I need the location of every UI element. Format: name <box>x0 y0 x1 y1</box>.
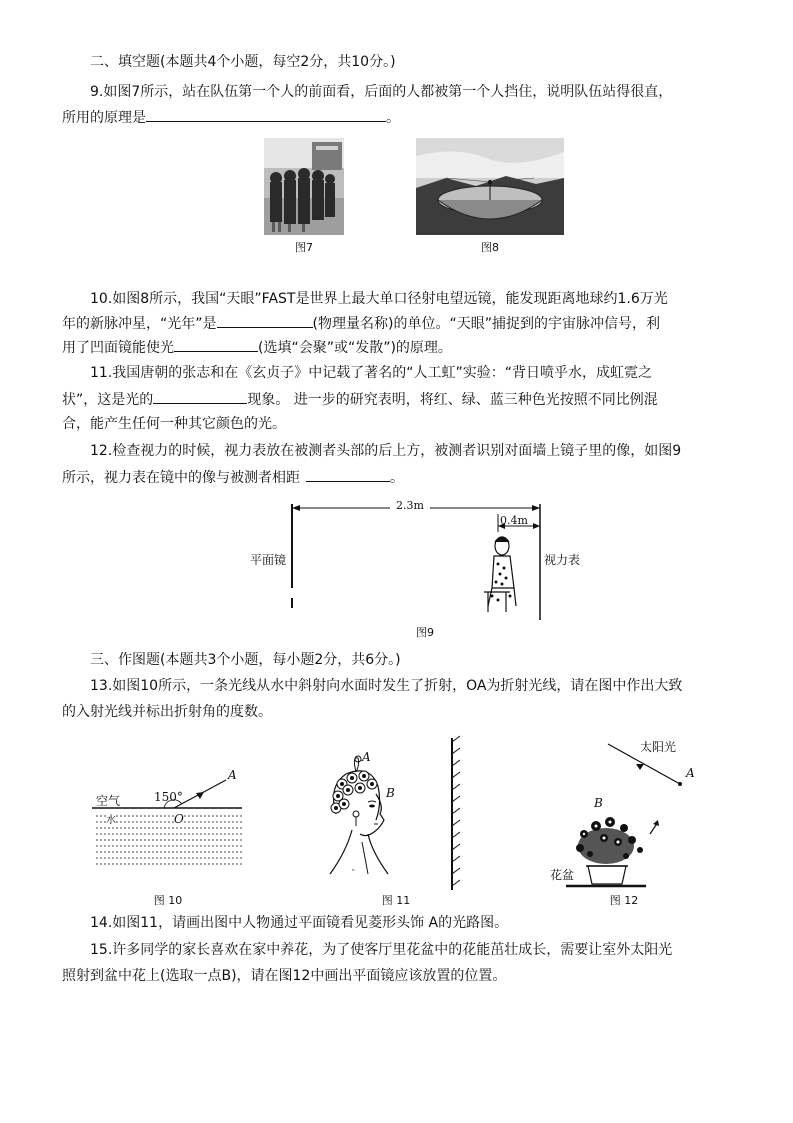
q12-suffix: 。 <box>390 470 404 486</box>
q10-text-line1: 10.如图8所示，我国“天眼”FAST是世界上最大单口径射电望远镜，能发现距离地球约1.6万光 <box>90 291 668 307</box>
q12-prefix: 所示，视力表在镜中的像与被测者相距 <box>62 470 300 486</box>
figure-11-caption: 图 11 <box>381 894 411 907</box>
figure-9-eye-test-diagram <box>240 496 580 626</box>
section-heading-fill-blank: 二、填空题(本题共4个小题，每空2分，共10分。) <box>90 54 396 70</box>
fig9-mirror-label: 平面镜 <box>250 553 287 567</box>
figure-7-soldiers-photo <box>264 138 344 235</box>
q9-text-line1: 9.如图7所示，站在队伍第一个人的前面看，后面的人都被第一个人挡住，说明队伍站得很直， <box>90 84 673 100</box>
fig12-sunlight-label: 太阳光 <box>640 740 677 754</box>
fig9-small-distance-label: 0.4m <box>500 514 528 527</box>
figure-8-fast-telescope-photo <box>416 138 564 235</box>
q13-text-line1: 13.如图10所示，一条光线从水中斜射向水面时发生了折射，OA为折射光线，请在图中作出大致 <box>90 678 683 694</box>
fig12-point-b-label: B <box>594 796 603 810</box>
fig11-point-b-label: B <box>386 786 395 800</box>
q11-text-line2 <box>62 389 753 410</box>
figure-10-caption: 图 10 <box>153 894 183 907</box>
q12-answer-blank[interactable] <box>306 467 390 482</box>
fig11-point-a-label: A <box>362 750 371 764</box>
fig9-total-distance-label: 2.3m <box>396 499 424 512</box>
fig10-air-label: 空气 <box>96 794 121 808</box>
q10-answer-blank-2[interactable] <box>174 337 258 352</box>
q11-answer-blank[interactable] <box>153 389 247 404</box>
fig10-point-o-label: O <box>174 812 184 826</box>
svg-text:": " <box>352 869 355 876</box>
section-heading-drawing: 三、作图题(本题共3个小题，每小题2分，共6分。) <box>90 652 401 668</box>
q15-text-line2: 照射到盆中花上(选取一点B)，请在图12中画出平面镜应该放置的位置。 <box>62 968 507 984</box>
fig10-point-a-label: A <box>228 768 237 782</box>
q11-suffix: 现象。 进一步的研究表明，将红、绿、蓝三种色光按照不同比例混 <box>247 392 658 408</box>
q10-text-line2 <box>62 313 753 334</box>
figure-8-caption: 图8 <box>481 241 499 254</box>
q15-text-line1: 15.许多同学的家长喜欢在家中养花，为了使客厅里花盆中的花能茁壮成长，需要让室外太阳光 <box>90 942 673 958</box>
fig12-pot-label: 花盆 <box>550 868 575 882</box>
q9-text-line2 <box>62 107 753 128</box>
fig10-water-label: 水 <box>106 811 116 826</box>
q14-text-line1: 14.如图11，请画出图中人物通过平面镜看见菱形头饰 A的光路图。 <box>90 915 509 931</box>
fig10-angle-label: 150° <box>154 790 183 804</box>
figure-12-sunlight-flowerpot-diagram <box>546 738 696 890</box>
q9-suffix: 。 <box>386 110 400 126</box>
q10-prefix-1: 年的新脉冲星，“光年”是 <box>62 316 217 332</box>
fig12-point-a-label: A <box>686 766 695 780</box>
figure-10-refraction-diagram <box>92 762 244 872</box>
fig9-chart-label: 视力表 <box>544 553 581 567</box>
q10-text-line3 <box>62 337 753 358</box>
q10-answer-blank-1[interactable] <box>217 313 313 328</box>
q11-text-line3: 合，能产生任何一种其它颜色的光。 <box>62 416 286 432</box>
q13-text-line2: 的入射光线并标出折射角的度数。 <box>62 704 272 720</box>
q10-suffix-1: (物理量名称)的单位。“天眼”捕捉到的宇宙脉冲信号，利 <box>312 316 660 332</box>
q11-text-line1: 11.我国唐朝的张志和在《玄贞子》中记载了著名的“人工虹”实验：“背日喷乎水，成虹霓之 <box>90 365 653 381</box>
figure-7-caption: 图7 <box>295 241 313 254</box>
q12-text-line1: 12.检查视力的时候，视力表放在被测者头部的后上方，被测者识别对面墙上镜子里的像，如图9 <box>90 443 682 459</box>
figure-11-mirror-person-diagram <box>322 734 472 894</box>
q12-text-line2 <box>62 467 753 488</box>
figure-12-caption: 图 12 <box>609 894 639 907</box>
q10-prefix-2: 用了凹面镜能使光 <box>62 340 174 356</box>
q9-answer-blank[interactable] <box>146 107 386 122</box>
q9-prefix: 所用的原理是 <box>62 110 146 126</box>
figure-9-caption: 图9 <box>416 626 434 639</box>
q10-suffix-2: (选填“会聚”或“发散”)的原理。 <box>258 340 452 356</box>
q11-prefix: 状”，这是光的 <box>62 392 154 408</box>
